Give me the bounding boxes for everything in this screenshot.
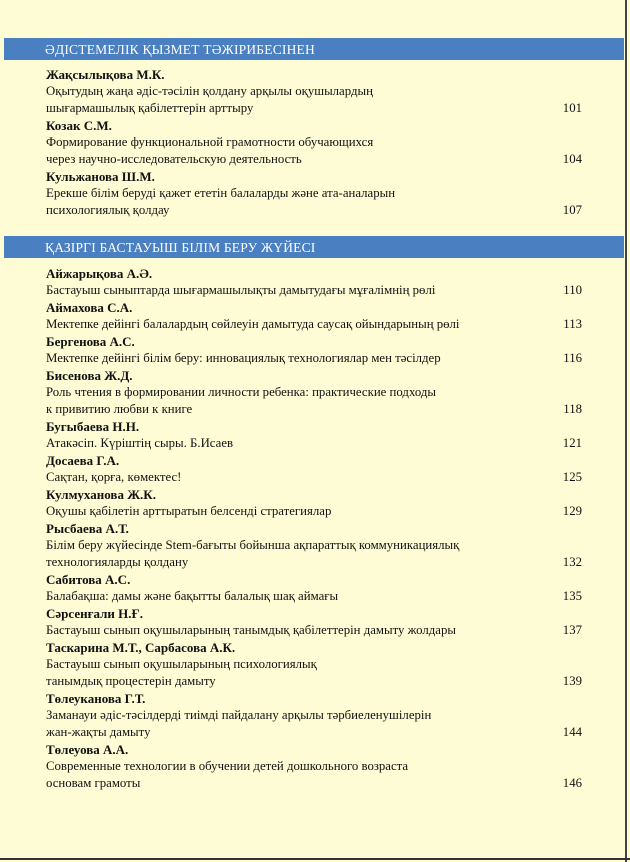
entry-title-line: основам грамоты — [46, 776, 141, 790]
section-list-primary-education — [46, 265, 586, 792]
entry-page-number: 129 — [562, 504, 582, 518]
entry-title-line: шығармашылық қабілеттерін арттыру — [46, 101, 254, 115]
section-heading-primary-education — [4, 236, 624, 258]
entry-author: Төлеуова А.А. — [46, 742, 129, 757]
toc-entry[interactable] — [46, 571, 586, 605]
entry-title-line: Роль чтения в формировании личности ребенка: практические подходы — [46, 385, 436, 399]
entry-author: Козак С.М. — [46, 118, 112, 133]
entry-page-number: 118 — [563, 402, 582, 416]
entry-page-number: 113 — [563, 317, 582, 331]
entry-author: Айжарықова А.Ә. — [46, 266, 153, 281]
entry-title-line: через научно-исследовательскую деятельность — [46, 152, 302, 166]
entry-title-line: жан-жақты дамыту — [46, 725, 151, 739]
entry-title-line: психологиялық қолдау — [46, 203, 170, 217]
entry-author: Сәрсенғали Н.Ғ. — [46, 606, 144, 621]
entry-page-number: 135 — [562, 589, 582, 603]
entry-title-line: Білім беру жүйесінде Stem-бағыты бойынша ақпараттық коммуникациялық — [46, 538, 460, 552]
entry-page-number: 137 — [562, 623, 582, 637]
entry-title-line: Формирование функциональной грамотности обучающихся — [46, 135, 374, 149]
entry-page-number: 104 — [562, 152, 582, 166]
entry-page-number: 146 — [562, 776, 582, 790]
entry-page-number: 144 — [562, 725, 582, 739]
entry-title-line: Бастауыш сынып оқушыларының психологиялық — [46, 657, 317, 671]
entry-title-line: Мектепке дейінгі балалардың сөйлеуін дамытуда саусақ ойындарының рөлі — [46, 317, 460, 331]
toc-entry[interactable] — [46, 299, 586, 333]
entry-page-number: 101 — [562, 101, 582, 115]
entry-author: Бугыбаева Н.Н. — [46, 419, 140, 434]
entry-author: Кульжанова Ш.М. — [46, 169, 155, 184]
toc-entry[interactable] — [46, 639, 586, 690]
toc-entry[interactable] — [46, 741, 586, 792]
toc-entry[interactable] — [46, 265, 586, 299]
entry-title-line: Оқытудың жаңа әдіс-тәсілін қолдану арқылы оқушылардың — [46, 84, 373, 98]
entry-title-line: Ерекше білім беруді қажет ететін балаларды және ата-аналарын — [46, 186, 396, 200]
entry-title-line: технологияларды қолдану — [46, 555, 189, 569]
toc-entry[interactable] — [46, 486, 586, 520]
entry-page-number: 116 — [563, 351, 582, 365]
entry-page-number: 110 — [563, 283, 582, 297]
entry-author: Аймахова С.А. — [46, 300, 133, 315]
entry-title-line: танымдық процестерін дамыту — [46, 674, 216, 688]
entry-title-line: Балабақша: дамы және бақытты балалық шақ аймағы — [46, 589, 339, 603]
page-edge-bottom — [0, 858, 630, 860]
page-edge-right — [625, 0, 627, 862]
entry-title-line: Атакәсіп. Күріштің сыры. Б.Исаев — [46, 436, 234, 450]
toc-entry[interactable] — [46, 367, 586, 418]
entry-title-line: Современные технологии в обучении детей дошкольного возраста — [46, 759, 409, 773]
entry-page-number: 139 — [562, 674, 582, 688]
entry-author: Досаева Г.А. — [46, 453, 120, 468]
entry-author: Кулмуханова Ж.К. — [46, 487, 156, 502]
entry-author: Рысбаева А.Т. — [46, 521, 129, 536]
entry-title-line: Заманауи әдіс-тәсілдерді тиімді пайдалану арқылы тәрбиеленушілерін — [46, 708, 432, 722]
entry-page-number: 121 — [562, 436, 582, 450]
toc-entry[interactable] — [46, 520, 586, 571]
entry-author: Жақсылықова М.К. — [46, 67, 165, 82]
entry-title-line: Мектепке дейінгі білім беру: инновациялық технологиялар мен тәсілдер — [46, 351, 441, 365]
entry-title-line: Бастауыш сынып оқушыларының танымдық қабілеттерін дамыту жолдары — [46, 623, 456, 637]
entry-title-line: Бастауыш сыныптарда шығармашылықты дамытудағы мұғалімнің рөлі — [46, 283, 436, 297]
entry-page-number: 132 — [562, 555, 582, 569]
toc-entry[interactable] — [46, 168, 586, 219]
section-heading-methodical — [4, 38, 624, 60]
toc-entry[interactable] — [46, 690, 586, 741]
entry-author: Бергенова А.С. — [46, 334, 135, 349]
entry-author: Бисенова Ж.Д. — [46, 368, 133, 383]
toc-entry[interactable] — [46, 418, 586, 452]
toc-entry[interactable] — [46, 605, 586, 639]
entry-author: Төлеуканова Г.Т. — [46, 691, 146, 706]
entry-title-line: Оқушы қабілетін арттыратын белсенді стратегиялар — [46, 504, 332, 518]
entry-page-number: 107 — [562, 203, 582, 217]
entry-title-line: Сақтан, қорға, көмектес! — [46, 470, 182, 484]
toc-entry[interactable] — [46, 117, 586, 168]
entry-author: Сабитова А.С. — [46, 572, 131, 587]
entry-page-number: 125 — [562, 470, 582, 484]
section-heading-text: ӘДІСТЕМЕЛІК ҚЫЗМЕТ ТӘЖІРИБЕСІНЕН — [45, 42, 315, 57]
entry-author: Таскарина М.Т., Сарбасова А.К. — [46, 640, 236, 655]
toc-entry[interactable] — [46, 452, 586, 486]
entry-title-line: к привитию любви к книге — [46, 402, 193, 416]
section-heading-text: ҚАЗІРГІ БАСТАУЫШ БІЛІМ БЕРУ ЖҮЙЕСІ — [45, 240, 316, 255]
toc-entry[interactable] — [46, 333, 586, 367]
toc-entry[interactable] — [46, 66, 586, 117]
section-list-methodical — [46, 66, 586, 219]
